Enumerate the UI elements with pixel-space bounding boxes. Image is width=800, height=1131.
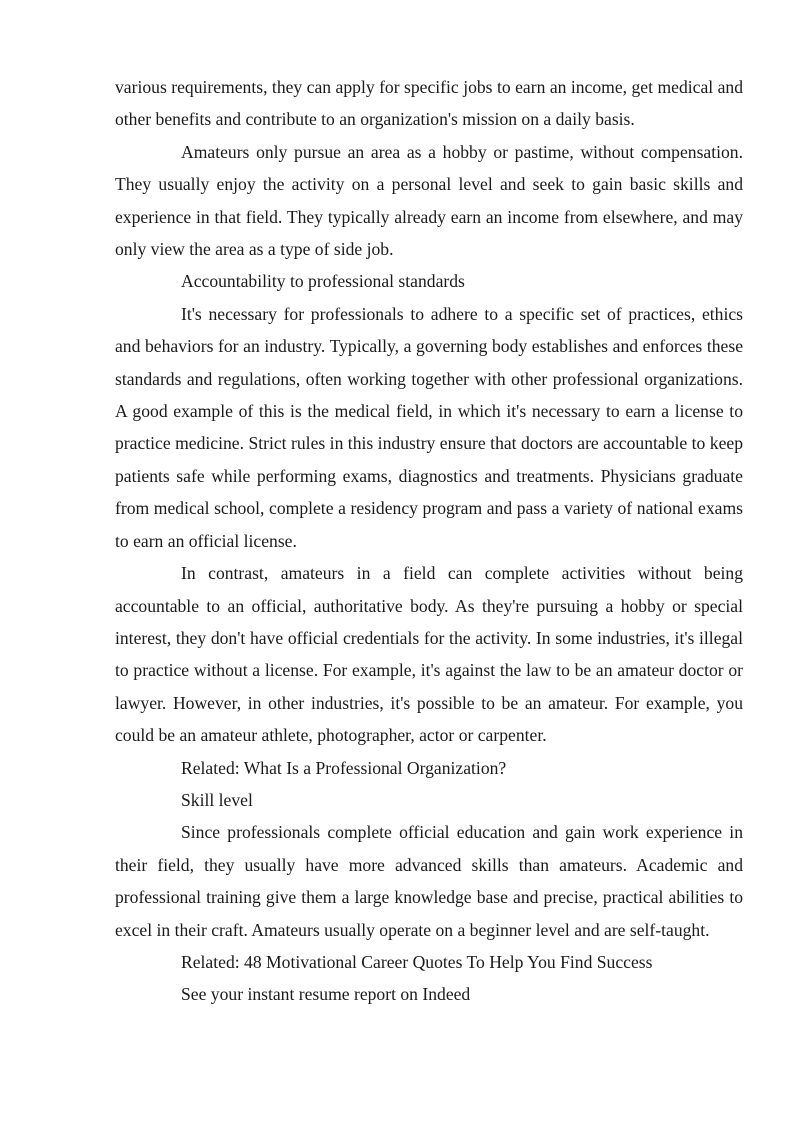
paragraph-professional-standards: It's necessary for professionals to adhere to a specific set of practices, ethics and behaviors for an industry. Typically, a governing body establishes and enforces these standards and regulations, often working together with other professional organizations. A good example of this is the medical field, in which it's necessary to earn a license to practice medicine. Strict rules in this industry ensure that doctors are accountable to keep patients safe while performing exams, diagnostics and treatments. Physicians graduate from medical school, complete a residency program and pass a variety of national exams to earn an official license.: [115, 303, 743, 551]
document-body: [115, 71, 743, 1011]
resume-report-line: See your instant resume report on Indeed: [181, 984, 471, 1005]
paragraph-amateurs: Amateurs only pursue an area as a hobby or pastime, without compensation. They usually enjoy the activity on a personal level and seek to gain basic skills and experience in that field. They typically already earn an income from elsewhere, and may only view the area as a type of side job.: [115, 141, 743, 260]
paragraph-skill-level: Since professionals complete official education and gain work experience in their field, they usually have more advanced skills than amateurs. Academic and professional training give them a large knowledge base and precise, practical abilities to excel in their craft. Amateurs usually operate on a beginner level and are self-taught.: [115, 822, 743, 940]
related-link-professional-organization: Related: What Is a Professional Organization?: [181, 757, 507, 778]
section-heading-accountability: Accountability to professional standards: [181, 271, 465, 292]
paragraph-continuation: various requirements, they can apply for specific jobs to earn an income, get medical and other benefits and contribute to an organization's mission on a daily basis.: [115, 77, 743, 130]
section-heading-skill-level: Skill level: [181, 789, 253, 810]
paragraph-amateur-accountability: In contrast, amateurs in a field can complete activities without being accountable to an official, authoritative body. As they're pursuing a hobby or special interest, they don't have official credentials for the activity. In some industries, it's illegal to practice without a license. For example, it's against the law to be an amateur doctor or lawyer. However, in other industries, it's possible to be an amateur. For example, you could be an amateur athlete, photographer, actor or carpenter.: [115, 563, 743, 746]
related-link-career-quotes: Related: 48 Motivational Career Quotes To Help You Find Success: [181, 951, 653, 972]
